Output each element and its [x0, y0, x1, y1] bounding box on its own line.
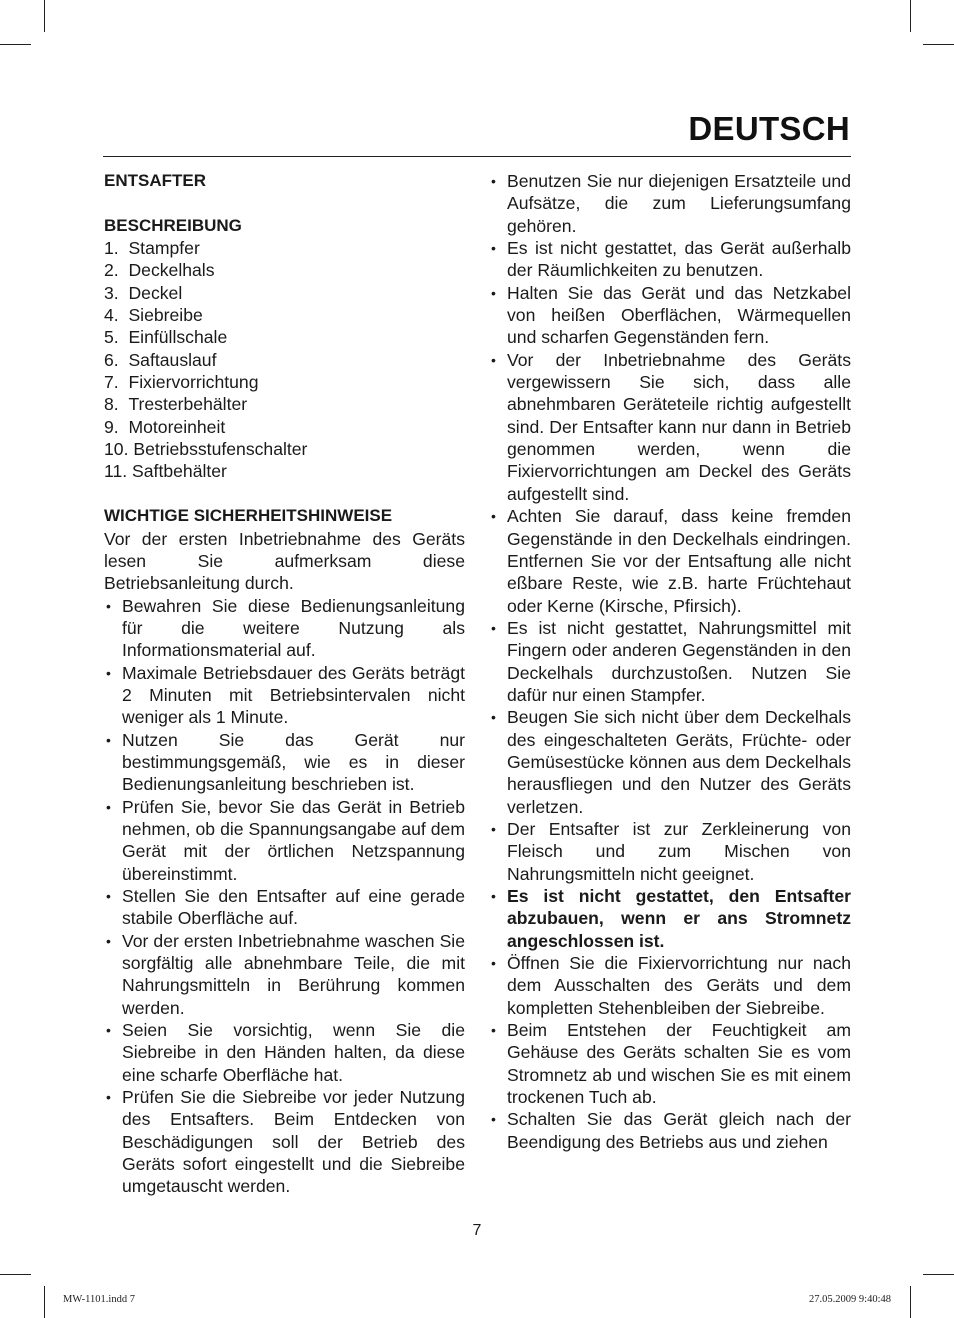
- bullet-icon: •: [106, 932, 111, 949]
- list-item-text: Es ist nicht gestattet, den Entsafter abzubauen, wenn er ans Stromnetz angeschlossen ist.: [507, 886, 851, 951]
- bullet-icon: •: [491, 709, 496, 726]
- crop-mark: [923, 1274, 954, 1275]
- description-title: BESCHREIBUNG: [104, 215, 242, 235]
- page-title: DEUTSCH: [688, 110, 850, 147]
- crop-mark: [910, 0, 911, 32]
- crop-mark: [44, 1286, 45, 1318]
- section-title: ENTSAFTER: [104, 171, 206, 190]
- list-item: [489, 237, 851, 282]
- list-item: 1. Stampfer: [104, 238, 200, 259]
- crop-mark: [44, 0, 45, 32]
- bullet-icon: •: [491, 284, 496, 301]
- safety-title: WICHTIGE SICHERHEITSHINWEISE: [104, 506, 393, 526]
- list-item-text: Es ist nicht gestattet, Nahrungsmittel mit Fingern oder anderen Gegenständen in den Deckelhals durchzustoßen. Nutzen Sie dafür nur einen Stampfer.: [507, 617, 851, 705]
- list-item: 3. Deckel: [104, 282, 183, 303]
- bullet-icon: •: [106, 731, 111, 748]
- list-item: [104, 662, 465, 729]
- list-item: [489, 349, 851, 505]
- list-item-text: Achten Sie darauf, dass keine fremden Gegenstände in den Deckelhals eindringen. Entfernen Sie vor der Entsaftung alle nicht eßbare Reste, wie z.B. harte Früchtehaut oder Kerne (Kirsche, Pfirsich).: [507, 506, 851, 616]
- list-item-text: Prüfen Sie die Siebreibe vor jeder Nutzung des Entsafters. Beim Entdecken von Beschädigungen soll der Betrieb des Geräts sofort eingestellt und die Siebreibe umgetauscht werden.: [122, 1087, 465, 1197]
- list-item-text: Beugen Sie sich nicht über dem Deckelhals des eingeschalteten Geräts, Früchte- oder Gemüsestücke können aus dem Deckelhals herausfliegen und den Nutzer des Geräts verletzen.: [507, 707, 851, 817]
- list-item: [489, 706, 851, 818]
- list-item: 4. Siebreibe: [104, 305, 203, 326]
- list-item: [489, 1108, 851, 1153]
- list-item: [104, 796, 465, 885]
- list-item-text: Prüfen Sie, bevor Sie das Gerät in Betrieb nehmen, ob die Spannungsangabe auf dem Gerät mit der örtlichen Netzspannung übereinstimmt.: [122, 796, 465, 884]
- crop-mark: [0, 44, 31, 45]
- list-item: 9. Motoreinheit: [104, 416, 226, 437]
- crop-mark: [0, 1274, 31, 1275]
- spacer: [104, 483, 465, 505]
- list-item-text: Öffnen Sie die Fixiervorrichtung nur nach dem Ausschalten des Geräts und dem kompletten Stehenbleiben der Siebreibe.: [507, 953, 851, 1018]
- bullet-icon: •: [491, 508, 496, 525]
- crop-mark: [923, 44, 954, 45]
- list-item-text: Maximale Betriebsdauer des Geräts beträgt 2 Minuten mit Betriebsintervalen nicht weniger als 1 Minute.: [122, 662, 465, 728]
- list-item: [104, 1086, 465, 1198]
- list-item-text: Stellen Sie den Entsafter auf eine gerade stabile Oberfläche auf.: [122, 886, 465, 929]
- bullet-icon: •: [491, 173, 496, 189]
- list-item: 8. Tresterbehälter: [104, 394, 248, 415]
- list-item: 11. Saftbehälter: [104, 461, 227, 482]
- list-item-warning: [489, 885, 851, 952]
- bullet-icon: •: [106, 664, 111, 681]
- list-item: [104, 729, 465, 796]
- list-item-text: Bewahren Sie diese Bedienungsanleitung für die weitere Nutzung als Informationsmaterial auf.: [122, 595, 465, 661]
- list-item: 7. Fixiervorrichtung: [104, 372, 259, 393]
- list-item: [104, 885, 465, 930]
- file-info: MW-1101.indd 7: [63, 1294, 135, 1305]
- bullet-icon: •: [106, 597, 111, 614]
- list-item-text: Vor der Inbetriebnahme des Geräts vergewissern Sie sich, dass alle abnehmbaren Geräteteile richtig aufgestellt sind. Der Entsafter kann nur dann in Betrieb genommen werden, wenn die Fixiervorrichtungen am Deckel des Geräts aufgestellt sind.: [507, 349, 851, 504]
- list-item: 10. Betriebsstufenschalter: [104, 439, 308, 460]
- bullet-icon: •: [491, 1022, 496, 1039]
- safety-list: [104, 595, 465, 1198]
- left-column: [104, 170, 465, 1198]
- header-divider: [103, 156, 851, 157]
- list-item: [104, 930, 465, 1019]
- spacer: [104, 192, 465, 214]
- bullet-icon: •: [491, 888, 496, 904]
- bullet-icon: •: [491, 955, 496, 972]
- list-item: [489, 282, 851, 349]
- crop-mark: [910, 1286, 911, 1318]
- bullet-icon: •: [491, 1111, 496, 1128]
- list-item-text: Nutzen Sie das Gerät nur bestimmungsgemäß, wie es in dieser Bedienungsanleitung beschrieben ist.: [122, 729, 465, 795]
- bullet-icon: •: [106, 1089, 111, 1106]
- bullet-icon: •: [491, 820, 496, 837]
- list-item-text: Halten Sie das Gerät und das Netzkabel von heißen Oberflächen, Wärmequellen und scharfen Gegenständen fern.: [507, 282, 851, 348]
- list-item-text: Seien Sie vorsichtig, wenn Sie die Siebreibe in den Händen halten, da diese eine scharfe Oberfläche hat.: [122, 1020, 465, 1085]
- list-item-text: Schalten Sie das Gerät gleich nach der Beendigung des Betriebs aus und ziehen: [507, 1109, 851, 1152]
- bullet-icon: •: [106, 1022, 111, 1039]
- list-item: 2. Deckelhals: [104, 260, 215, 281]
- list-item: [489, 170, 851, 237]
- safety-list-continued: [489, 170, 851, 1153]
- list-item: [489, 818, 851, 885]
- list-item-text: Beim Entstehen der Feuchtigkeit am Gehäuse des Geräts schalten Sie es vom Stromnetz ab und wischen Sie es mit einem trockenen Tuch ab.: [507, 1020, 851, 1108]
- list-item-text: Der Entsafter ist zur Zerkleinerung von Fleisch und zum Mischen von Nahrungsmitteln nicht geeignet.: [507, 818, 851, 884]
- list-item: [489, 952, 851, 1019]
- list-item: 5. Einfüllschale: [104, 327, 228, 348]
- list-item: [489, 505, 851, 617]
- page-number: 7: [472, 1222, 482, 1239]
- safety-intro: Vor der ersten Inbetriebnahme des Geräts lesen Sie aufmerksam diese Betriebsanleitung durch.: [104, 528, 465, 594]
- bullet-icon: •: [106, 888, 111, 904]
- list-item-text: Benutzen Sie nur diejenigen Ersatzteile und Aufsätze, die zum Lieferungsumfang gehören.: [507, 171, 851, 236]
- date-info: 27.05.2009 9:40:48: [809, 1294, 891, 1305]
- list-item: 6. Saftauslauf: [104, 349, 217, 370]
- bullet-icon: •: [106, 798, 111, 815]
- list-item-text: Es ist nicht gestattet, das Gerät außerhalb der Räumlichkeiten zu benutzen.: [507, 238, 851, 281]
- bullet-icon: •: [491, 619, 496, 636]
- list-item: [104, 1019, 465, 1086]
- right-column: [489, 170, 851, 1153]
- list-item: [104, 595, 465, 662]
- list-item-text: Vor der ersten Inbetriebnahme waschen Sie sorgfältig alle abnehmbare Teile, die mit Nahrungsmitteln in Berührung kommen werden.: [122, 930, 465, 1018]
- bullet-icon: •: [491, 351, 496, 368]
- bullet-icon: •: [491, 240, 496, 257]
- parts-list: [104, 237, 465, 483]
- list-item: [489, 1019, 851, 1108]
- list-item: [489, 617, 851, 706]
